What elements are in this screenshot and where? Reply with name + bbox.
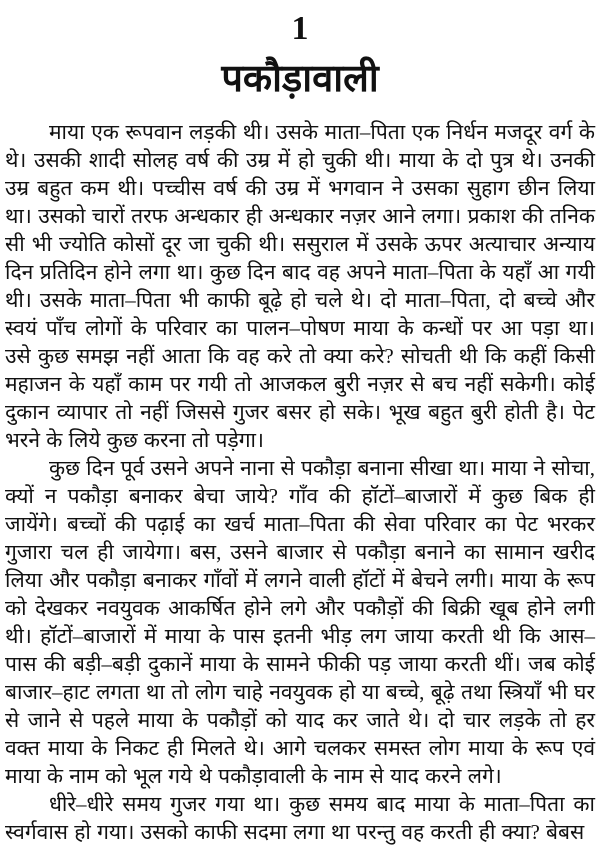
paragraph-1: माया एक रूपवान लड़की थी। उसके माता–पिता एक निर्धन मजदूर वर्ग के थे। उसकी शादी सोलह वर्ष की उम्र में हो चुकी थी। माया के दो पुत्र थे। उनकी उम्र बहुत कम थी। पच्चीस वर्ष की उम्र में भगवान ने उसका सुहाग छीन लिया था। उसको चारों तरफ अन्धकार ही अन्धकार नज़र आने लगा। प्रकाश की तनिक सी भी ज्योति कोसों दूर जा चुकी थी। ससुराल में उसके ऊपर अत्याचार अन्याय दिन प्रतिदिन होने लगा था। कुछ दिन बाद वह अपने माता–पिता के यहाँ आ गयी थी। उसके माता–पिता भी काफी बूढ़े हो चले थे। दो माता–पिता, दो बच्चे और स्वयं पाँच लोगों के परिवार का पालन–पोषण माया के कन्धों पर आ पड़ा था। उसे कुछ समझ नहीं आता कि वह करे तो क्या करे? सोचती थी कि कहीं किसी महाजन के यहाँ काम पर गयी तो आजकल बुरी नज़र से बच नहीं सकेगी। कोई दुकान व्यापार तो नहीं जिससे गुजर बसर हो सके। भूख बहुत बुरी होती है। पेट भरने के लिये कुछ करना तो पड़ेगा। <box>5 119 595 452</box>
paragraph-3: धीरे–धीरे समय गुजर गया था। कुछ समय बाद माया के माता–पिता का स्वर्गवास हो गया। उसको काफी सदमा लगा था परन्तु वह करती ही क्या? बेबस <box>5 791 595 844</box>
chapter-title: पकौड़ावाली <box>221 58 379 100</box>
body-text <box>5 118 595 846</box>
chapter-number: 1 <box>291 10 309 47</box>
paragraph-2: कुछ दिन पूर्व उसने अपने नाना से पकौड़ा बनाना सीखा था। माया ने सोचा, क्यों न पकौड़ा बनाकर बेचा जाये? गाँव की हॉटों–बाजारों में कुछ बिक ही जायेंगे। बच्चों की पढ़ाई का खर्च माता–पिता की सेवा परिवार का पेट भरकर गुजारा चल ही जायेगा। बस, उसने बाजार से पकौड़ा बनाने का सामान खरीद लिया और पकौड़ा बनाकर गाँवों में लगने वाली हॉटों में बेचने लगी। माया के रूप को देखकर नवयुवक आकर्षित होने लगे और पकौड़ों की बिक्री खूब होने लगी थी। हॉटों–बाजारों में माया के पास इतनी भीड़ लग जाया करती थी कि आस–पास की बड़ी–बड़ी दुकानें माया के सामने फीकी पड़ जाया करती थीं। जब कोई बाजार–हाट लगता था तो लोग चाहे नवयुवक हो या बच्चे, बूढ़े तथा स्त्रियाँ भी घर से जाने से पहले माया के पकौड़ों को याद कर जाते थे। दो चार लड़के तो हर वक्त माया के निकट ही मिलते थे। आगे चलकर समस्त लोग माया के रूप एवं माया के नाम को भूल गये थे पकौड़ावाली के नाम से याद करने लगे। <box>5 455 595 788</box>
